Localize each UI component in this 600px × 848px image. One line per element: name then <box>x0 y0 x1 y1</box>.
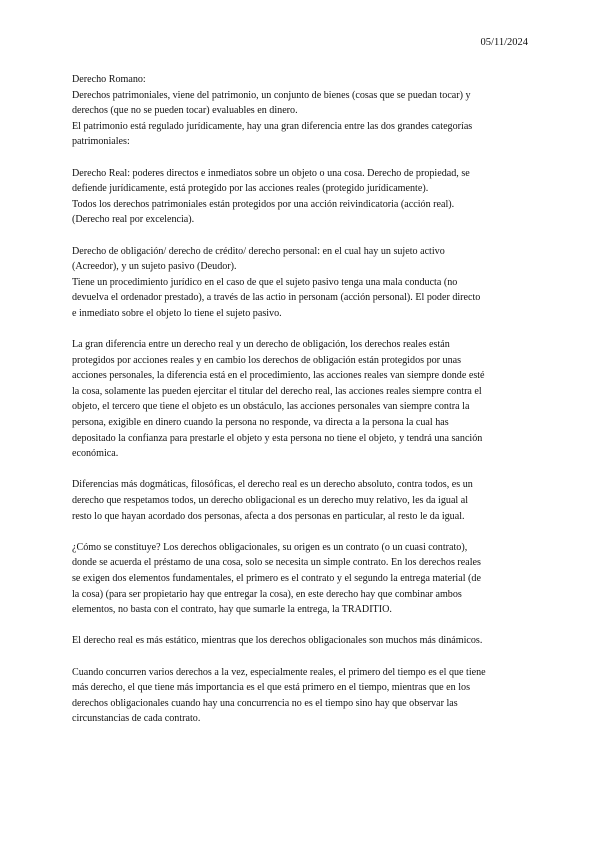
text-line: Derecho Romano: <box>72 74 146 85</box>
text-line: donde se acuerda el préstamo de una cosa, solo se necesita un simple contrato. En los derechos reales <box>72 557 481 569</box>
text-line: Tiene un procedimiento jurídico en el caso de que el sujeto pasivo tenga una mala conducta (no <box>72 276 458 288</box>
text-line: Todos los derechos patrimoniales están protegidos por una acción reivindicatoria (acción real). <box>72 198 455 210</box>
text-line: objeto, el tercero que tiene el objeto es un obstáculo, las acciones personales van siempre contra la <box>72 401 470 413</box>
paragraph-5 <box>72 477 528 524</box>
text-line: Derecho Real: poderes directos e inmediatos sobre un objeto o una cosa. Derecho de propiedad, se <box>72 167 470 179</box>
text-line: derecho que respetamos todos, un derecho obligacional es un derecho muy relativo, les da igual al <box>72 495 469 507</box>
text-line: la cosa) (para ser propietario hay que entregar la cosa), en este derecho hay que combinar ambos <box>72 588 462 600</box>
text-line: persona, exigible en dinero cuando la persona no responde, va directa a la persona la cual has <box>72 417 449 429</box>
document-body <box>72 72 528 743</box>
text-line: derechos (que no se pueden tocar) evaluables en dinero. <box>72 105 298 117</box>
text-line: elementos, no basta con el contrato, hay que sumarle la entrega, la TRADITIO. <box>72 604 392 616</box>
text-line: se exigen dos elementos fundamentales, el primero es el contrato y el segundo la entrega material (de <box>72 573 481 584</box>
text-line: Cuando concurren varios derechos a la vez, especialmente reales, el primero del tiempo es el que tiene <box>72 666 486 678</box>
text-line: El derecho real es más estático, mientras que los derechos obligacionales son muchos más dinámicos. <box>72 635 483 647</box>
text-line: derechos obligacionales cuando hay una concurrencia no es el tiempo sino hay que observar las <box>72 697 458 709</box>
text-line: acciones personales, la diferencia está en el procedimiento, las acciones reales van siempre donde esté <box>72 370 485 382</box>
text-line: (Acreedor), y un sujeto pasivo (Deudor). <box>72 261 237 273</box>
text-line: económica. <box>72 448 119 460</box>
text-line: ¿Cómo se constituye? Los derechos obligacionales, su origen es un contrato (o un cuasi contrato), <box>72 541 468 553</box>
text-line: protegidos por acciones reales y en cambio los derechos de obligación están protegidos por unas <box>72 354 462 366</box>
paragraph-1 <box>72 72 528 150</box>
document-date: 05/11/2024 <box>480 37 528 48</box>
paragraph-4 <box>72 337 528 462</box>
paragraph-7 <box>72 633 528 649</box>
text-line: circunstancias de cada contrato. <box>72 713 201 725</box>
text-line: depositado la confianza para prestarle el objeto y esta persona no tiene el objeto, y tendrá una sanción <box>72 432 483 444</box>
text-line: Derechos patrimoniales, viene del patrimonio, un conjunto de bienes (cosas que se puedan tocar) y <box>72 89 471 101</box>
text-line: devuelva el ordenador prestado), a través de las actio in personam (acción personal). El poder directo <box>72 292 481 304</box>
text-line: patrimoniales: <box>72 136 130 148</box>
text-line: e inmediato sobre el objeto lo tiene el sujeto pasivo. <box>72 307 282 319</box>
text-line: Derecho de obligación/ derecho de crédito/ derecho personal: en el cual hay un sujeto activo <box>72 245 445 257</box>
paragraph-3 <box>72 244 528 322</box>
paragraph-8 <box>72 665 528 727</box>
text-line: la cosa, solamente las pueden ejercitar el titular del derecho real, las acciones reales siempre contra el <box>72 385 482 397</box>
text-line: defiende jurídicamente, está protegido por las acciones reales (protegido jurídicamente). <box>72 183 429 195</box>
text-line: resto lo que hayan acordado dos personas, afecta a dos personas en particular, al resto le da igual. <box>72 510 465 522</box>
text-line: (Derecho real por excelencia). <box>72 214 195 226</box>
paragraph-2 <box>72 166 528 228</box>
text-line: La gran diferencia entre un derecho real y un derecho de obligación, los derechos reales están <box>72 339 450 351</box>
text-line: Diferencias más dogmáticas, filosóficas, el derecho real es un derecho absoluto, contra todos, es un <box>72 479 473 491</box>
text-line: más derecho, el que tiene más importancia es el que está primero en el tiempo, mientras que en los <box>72 682 471 694</box>
paragraph-6 <box>72 540 528 618</box>
text-line: El patrimonio está regulado jurídicamente, hay una gran diferencia entre las dos grandes categorías <box>72 120 473 132</box>
